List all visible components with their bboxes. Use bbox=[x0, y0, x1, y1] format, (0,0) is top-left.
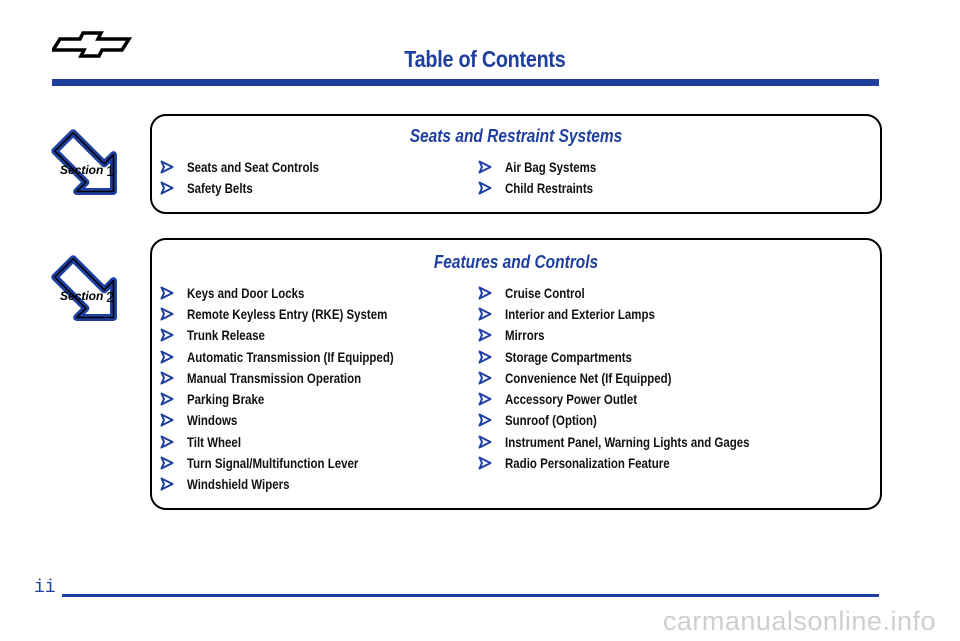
section-2-badge[interactable] bbox=[40, 244, 136, 340]
section-2-left-column bbox=[160, 282, 439, 495]
arrow-bullet-icon bbox=[478, 307, 492, 321]
toc-item[interactable] bbox=[160, 388, 439, 409]
toc-item-label: Windows bbox=[187, 412, 238, 429]
arrow-bullet-icon bbox=[478, 286, 492, 300]
arrow-bullet-icon bbox=[478, 328, 492, 342]
arrow-bullet-icon bbox=[478, 392, 492, 406]
section-1-right-column bbox=[478, 156, 616, 199]
toc-item-label: Sunroof (Option) bbox=[505, 412, 597, 429]
section-2-badge-word: Section bbox=[60, 289, 104, 303]
toc-item-label: Turn Signal/Multifunction Lever bbox=[187, 455, 359, 472]
toc-item-label: Automatic Transmission (If Equipped) bbox=[187, 348, 394, 365]
toc-item[interactable] bbox=[478, 367, 803, 388]
arrow-bullet-icon bbox=[478, 413, 492, 427]
arrow-bullet-icon bbox=[478, 350, 492, 364]
toc-item-label: Instrument Panel, Warning Lights and Gages bbox=[505, 433, 750, 450]
arrow-bullet-icon bbox=[160, 371, 174, 385]
toc-item-label: Seats and Seat Controls bbox=[187, 158, 320, 175]
toc-item-label: Mirrors bbox=[505, 327, 545, 344]
toc-item-label: Trunk Release bbox=[187, 327, 265, 344]
toc-item[interactable] bbox=[160, 452, 439, 473]
arrow-bullet-icon bbox=[160, 456, 174, 470]
section-1-panel bbox=[150, 114, 882, 214]
toc-item-label: Air Bag Systems bbox=[505, 158, 597, 175]
toc-item[interactable] bbox=[160, 410, 439, 431]
toc-item-label: Accessory Power Outlet bbox=[505, 391, 638, 408]
toc-item-label: Remote Keyless Entry (RKE) System bbox=[187, 305, 388, 322]
section-1-badge-number: 1 bbox=[106, 163, 115, 180]
title-rule bbox=[52, 79, 879, 86]
toc-item[interactable] bbox=[160, 282, 439, 303]
section-1-badge[interactable] bbox=[40, 118, 136, 214]
toc-item[interactable] bbox=[478, 346, 803, 367]
toc-item[interactable] bbox=[478, 431, 803, 452]
arrow-bullet-icon bbox=[160, 307, 174, 321]
arrow-bullet-icon bbox=[160, 160, 174, 174]
toc-item-label: Convenience Net (If Equipped) bbox=[505, 369, 672, 386]
toc-item[interactable] bbox=[478, 452, 803, 473]
arrow-bullet-icon bbox=[478, 435, 492, 449]
toc-item-label: Interior and Exterior Lamps bbox=[505, 305, 655, 322]
arrow-bullet-icon bbox=[160, 392, 174, 406]
section-1-title[interactable]: Seats and Restraint Systems bbox=[409, 126, 623, 146]
arrow-bullet-icon bbox=[478, 456, 492, 470]
section-1-left-column bbox=[160, 156, 348, 199]
toc-item-label: Storage Compartments bbox=[505, 348, 632, 365]
page-title: Table of Contents bbox=[404, 46, 566, 72]
page-number: ii bbox=[34, 578, 56, 598]
toc-item-label: Safety Belts bbox=[187, 179, 253, 196]
arrow-bullet-icon bbox=[160, 286, 174, 300]
arrow-bullet-icon bbox=[160, 435, 174, 449]
watermark: carmanualsonline.info bbox=[662, 606, 936, 636]
toc-item[interactable] bbox=[160, 303, 439, 324]
section-2-title[interactable]: Features and Controls bbox=[433, 252, 599, 272]
arrow-bullet-icon bbox=[160, 181, 174, 195]
arrow-bullet-icon bbox=[478, 371, 492, 385]
toc-item[interactable] bbox=[478, 388, 803, 409]
toc-item-label: Windshield Wipers bbox=[187, 476, 290, 493]
toc-item[interactable] bbox=[478, 156, 616, 177]
section-2-right-column bbox=[478, 282, 803, 474]
toc-item[interactable] bbox=[160, 156, 348, 177]
section-1-badge-word: Section bbox=[60, 163, 104, 177]
section-2-badge-number: 2 bbox=[106, 289, 115, 306]
arrow-bullet-icon bbox=[160, 328, 174, 342]
toc-item-label: Cruise Control bbox=[505, 284, 585, 301]
toc-item-label: Parking Brake bbox=[187, 391, 265, 408]
toc-item[interactable] bbox=[478, 282, 803, 303]
toc-item[interactable] bbox=[478, 177, 616, 198]
section-2-panel bbox=[150, 238, 882, 510]
toc-item[interactable] bbox=[160, 367, 439, 388]
arrow-bullet-icon bbox=[478, 181, 492, 195]
toc-item-label: Tilt Wheel bbox=[187, 433, 242, 450]
toc-item[interactable] bbox=[160, 474, 439, 495]
toc-item-label: Radio Personalization Feature bbox=[505, 455, 670, 472]
toc-item-label: Child Restraints bbox=[505, 179, 594, 196]
toc-item[interactable] bbox=[160, 431, 439, 452]
toc-item[interactable] bbox=[478, 325, 803, 346]
arrow-bullet-icon bbox=[478, 160, 492, 174]
toc-item[interactable] bbox=[478, 410, 803, 431]
toc-item-label: Manual Transmission Operation bbox=[187, 369, 362, 386]
toc-item[interactable] bbox=[160, 177, 348, 198]
toc-item[interactable] bbox=[478, 303, 803, 324]
toc-item[interactable] bbox=[160, 346, 439, 367]
toc-item[interactable] bbox=[160, 325, 439, 346]
arrow-bullet-icon bbox=[160, 350, 174, 364]
footer-rule bbox=[62, 594, 879, 597]
toc-item-label: Keys and Door Locks bbox=[187, 284, 305, 301]
arrow-bullet-icon bbox=[160, 477, 174, 491]
arrow-bullet-icon bbox=[160, 413, 174, 427]
